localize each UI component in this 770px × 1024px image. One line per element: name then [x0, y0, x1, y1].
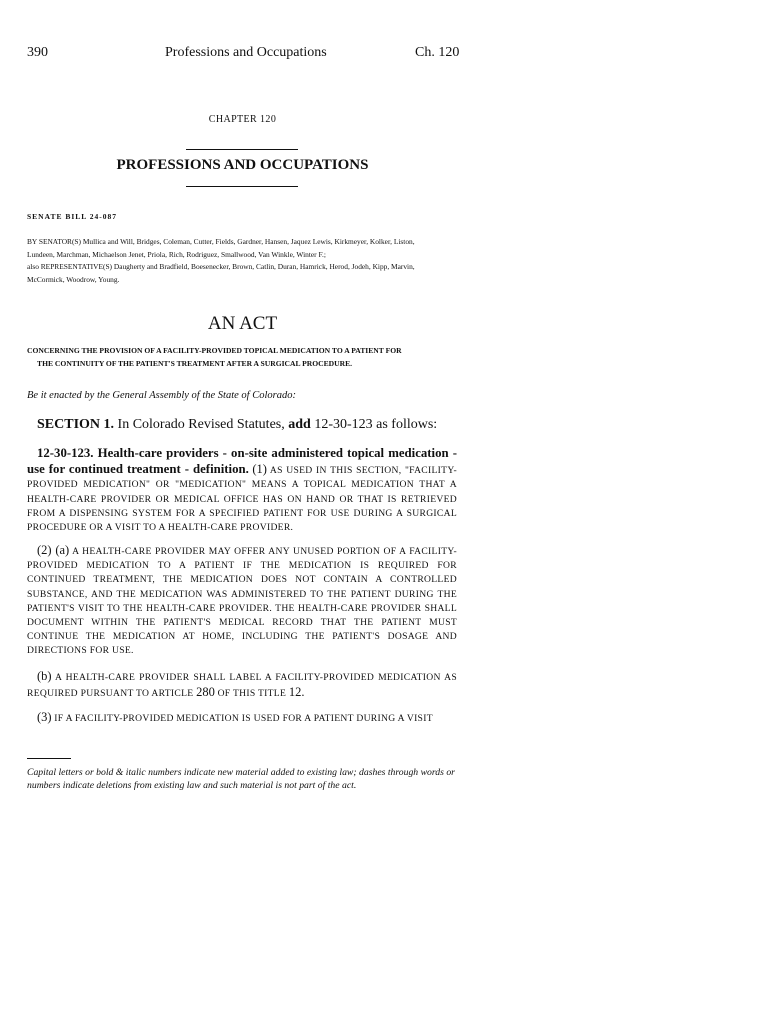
subsection-marker: (3)	[37, 710, 52, 724]
article-number: 280	[196, 685, 215, 700]
subsection-marker: (2) (a)	[37, 543, 70, 557]
statute-paragraph-2b	[27, 669, 457, 701]
page-number: 390	[27, 45, 48, 60]
subsection-marker: (b)	[37, 669, 52, 683]
concerning-line: CONCERNING THE PROVISION OF A FACILITY-PROVIDED TOPICAL MEDICATION TO A PATIENT FOR	[27, 346, 402, 355]
section-heading	[37, 417, 437, 433]
statute-heading: 12-30-123. Health-care providers - on-site administered topical medication - use for continued treatment - definition.	[27, 446, 457, 477]
subsection-text: A HEALTH-CARE PROVIDER SHALL LABEL A FACILITY-PROVIDED MEDICATION AS REQUIRED PURSUANT TO ARTICLE	[27, 672, 458, 700]
section-label: SECTION 1.	[37, 417, 115, 432]
subsection-text: A HEALTH-CARE PROVIDER MAY OFFER ANY UNUSED PORTION OF A FACILITY-PROVIDED MEDICATION TO A PATIENT IF THE MEDICATION IS REQUIRED FOR CONTINUED TREATMENT, THE MEDICATION DOES NOT CONTAIN A CONTROLLED SUBSTANCE, AND THE MEDICATION WAS ADMINISTERED TO THE PATIENT DURING THE PATIENT'S VISIT TO THE HEALTH-CARE PROVIDER. THE HEALTH-CARE PROVIDER SHALL DOCUMENT WITHIN THE PATIENT'S MEDICAL RECORD THAT THE PATIENT MUST CONTINUE THE MEDICATION AT HOME, INCLUDING THE PATIENT'S DOSAGE AND DIRECTIONS FOR USE.	[27, 546, 458, 657]
statute-paragraph-2a	[27, 543, 457, 659]
footnote: Capital letters or bold & italic numbers indicate new material added to existing law; dashes through words or numbers indicate deletions from existing law and such material is not part of the act.	[27, 767, 455, 791]
subsection-text: IF A FACILITY-PROVIDED MEDICATION IS USED FOR A PATIENT DURING A VISIT	[54, 713, 433, 724]
chapter-title: PROFESSIONS AND OCCUPATIONS	[116, 157, 369, 173]
subsection-text: OF THIS TITLE	[217, 688, 287, 700]
sponsors-line: Lundeen, Marchman, Michaelson Jenet, Priola, Rich, Rodriguez, Smallwood, Van Winkle, Winter F.;	[27, 249, 326, 259]
chapter-label: CHAPTER 120	[208, 114, 277, 125]
concerning-clause	[27, 345, 459, 370]
statute-paragraph-1	[27, 446, 457, 535]
chapter-reference: Ch. 120	[415, 45, 460, 60]
title-rule-bottom	[186, 186, 298, 187]
act-title: AN ACT	[207, 313, 278, 334]
title-rule-top	[186, 149, 298, 150]
section-action: add	[288, 417, 311, 432]
section-target: 12-30-123 as follows:	[314, 417, 438, 432]
sponsors-line: BY SENATOR(S) Mullica and Will, Bridges, Coleman, Cutter, Fields, Gardner, Hansen, Jaquez Lewis, Kirkmeyer, Kolker, Liston,	[27, 237, 415, 246]
section-text: In Colorado Revised Statutes,	[117, 417, 285, 432]
subsection-marker: (1)	[252, 462, 267, 477]
concerning-line: THE CONTINUITY OF THE PATIENT'S TREATMENT AFTER A SURGICAL PROCEDURE.	[37, 358, 353, 368]
bill-number: SENATE BILL 24-087	[27, 212, 117, 221]
footnote-rule	[27, 758, 71, 759]
sponsors-line: McCormick, Woodrow, Young.	[27, 275, 120, 285]
subsection-text: AS USED IN THIS SECTION, "FACILITY-PROVIDED MEDICATION" OR "MEDICATION" MEANS A TOPICAL MEDICATION THAT A HEALTH-CARE PROVIDER OR MEDICAL OFFICE HAS ON HAND OR THAT IS RETRIEVED FROM A DISPENSING SYSTEM FOR A SPECIFIED PATIENT FOR USE DURING A SURGICAL PROCEDURE OR A VISIT TO A HEALTH-CARE PROVIDER.	[27, 465, 457, 534]
running-title: Professions and Occupations	[165, 45, 327, 60]
title-number: 12.	[288, 685, 305, 700]
enacting-clause: Be it enacted by the General Assembly of the State of Colorado:	[27, 390, 296, 401]
sponsors-block	[27, 236, 459, 287]
statute-paragraph-3	[27, 710, 457, 726]
sponsors-line: also REPRESENTATIVE(S) Daugherty and Bradfield, Boesenecker, Brown, Catlin, Duran, Hamrick, Herod, Jodeh, Kipp, Marvin,	[27, 262, 415, 272]
